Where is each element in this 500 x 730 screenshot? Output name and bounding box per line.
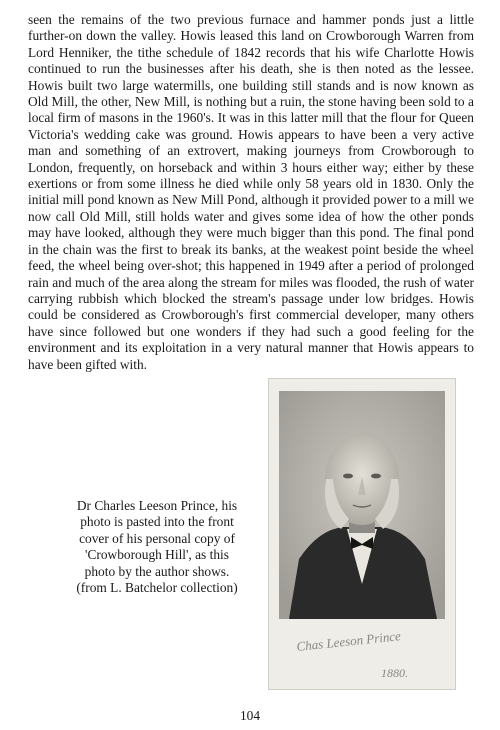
caption-line: Dr Charles Leeson Prince, his: [76, 498, 238, 513]
caption-line: photo is pasted into the front: [80, 514, 234, 530]
page-number: 104: [239, 708, 261, 723]
body-paragraph: seen the remains of the two previous furnace and hammer ponds just a little further-on down the valley. Howis leased this land on Crowborough Warren from Lord Henniker, the tithe schedule of 1842 records that his wife Charlotte Howis continued to run the businesses after his death, she is then noted as the lessee. Howis built two large watermills, one building still stands and is now known as Old Mill, the other, New Mill, is nothing but a ruin, the stone having been sold to a local firm of masons in the 1960's. It was in this latter mill that the flour for Queen Victoria's wedding cake was ground. Howis appears to have been a very active man and something of an extrovert, making journeys from Crowborough to London, frequently, on horseback and within 3 hours either way; either by these exertions or from some illness he died while only 58 years old in 1830. Only the initial mill pond known as New Mill Pond, although it provided power to a mill we now call Old Mill, still holds water and gives some idea of how the other ponds may have looked, although they were much bigger than this pond. The final pond in the chain was the first to break its banks, at the weakest point beside the wheel feed, the wheel being over-shot; this happened in 1949 after a period of prolonged rain and much of the area along the stream for miles was flooded, the rush of water carrying rubbish which blocked the stream's passage under low bridges. Howis could be considered as Crowborough's first commercial developer, many others have since followed but one wonders if they had such a good feeling for the environment and its exploitation in a very natural manner that Howis appears to have been gifted with.: [28, 12, 474, 372]
photo-caption: [48, 498, 266, 596]
caption-line: photo by the author shows.: [84, 563, 230, 579]
caption-line: 'Crowborough Hill', as this: [85, 547, 229, 563]
portrait-photo: [268, 378, 456, 690]
photo-signature: Chas Leeson Prince: [295, 628, 402, 654]
portrait-image: [269, 379, 455, 689]
caption-line: cover of his personal copy of: [79, 530, 235, 546]
caption-line: (from L. Batchelor collection): [76, 580, 238, 596]
photo-date: 1880.: [381, 666, 408, 680]
